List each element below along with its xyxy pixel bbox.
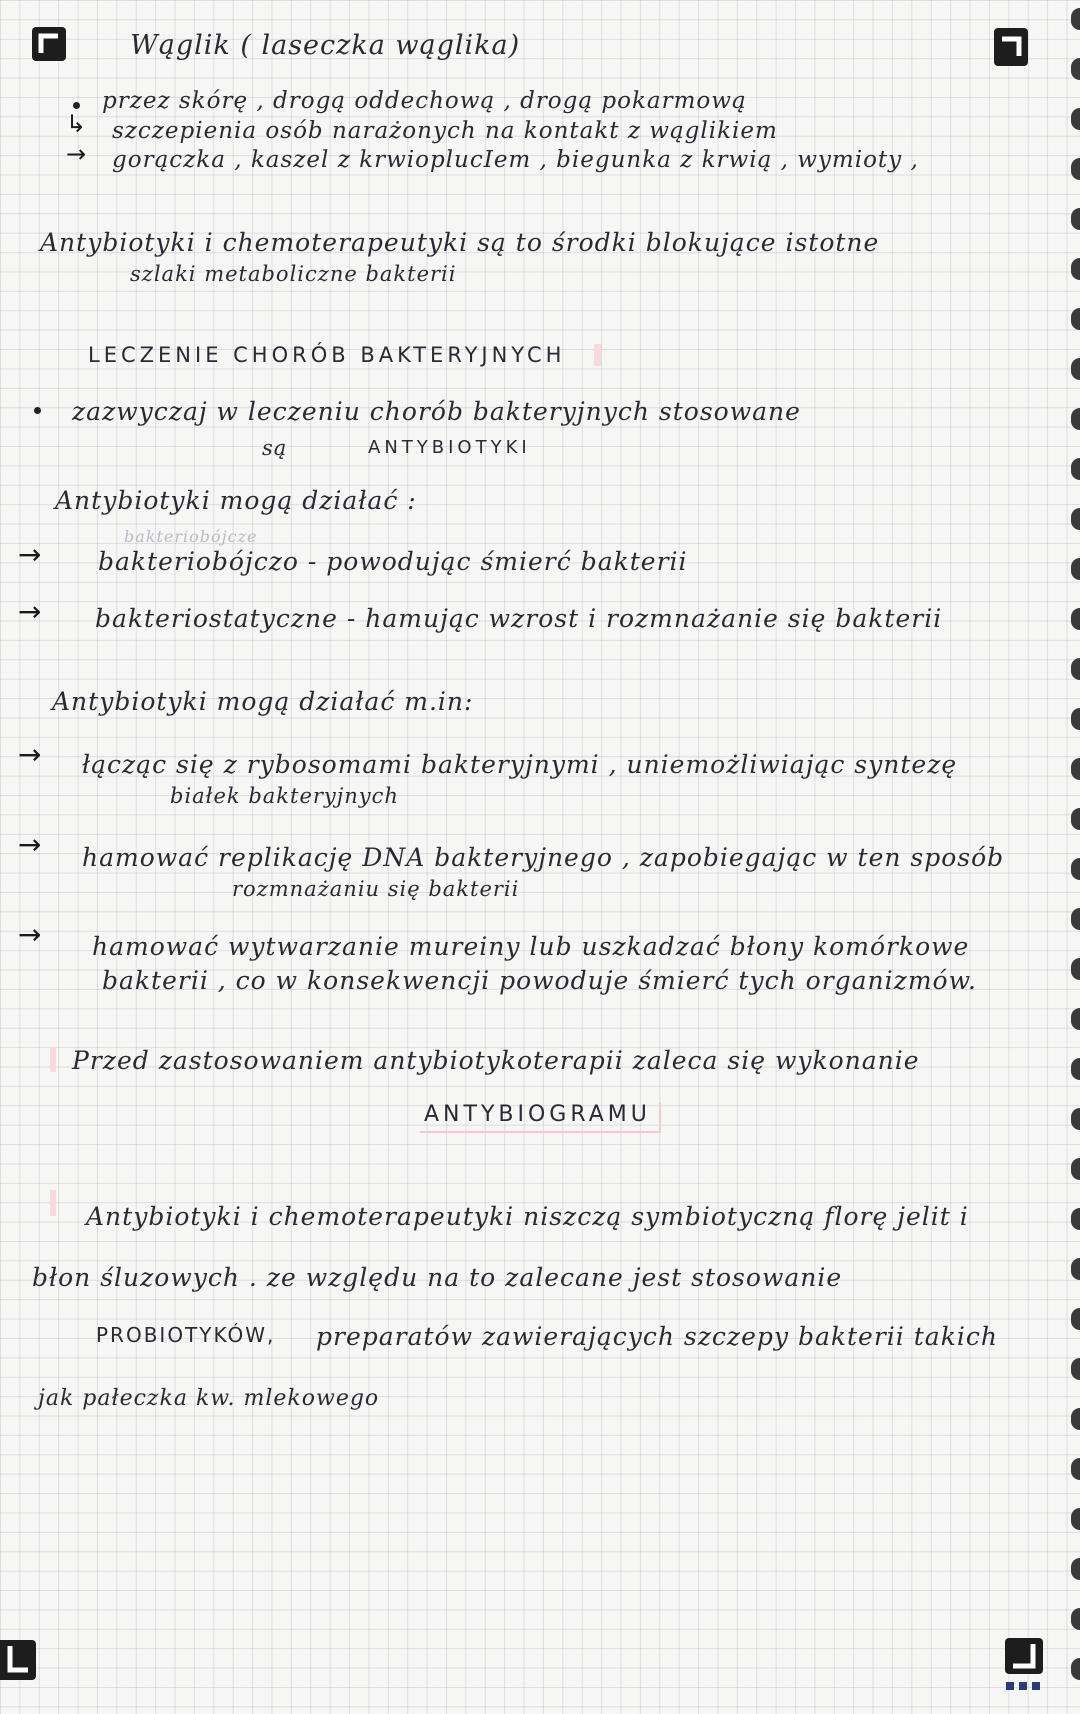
treatment-line: są [262, 436, 288, 460]
probiotics-line: błon śluzowych . ze względu na to zalecane jest stosowanie [32, 1263, 843, 1292]
binding-hole [1071, 858, 1080, 880]
binding-hole [1071, 1008, 1080, 1030]
binding-hole [1071, 1308, 1080, 1330]
binding-hole [1071, 58, 1080, 80]
arrow-right-icon: → [18, 595, 42, 628]
binding-hole [1071, 758, 1080, 780]
highlight-mark [50, 1048, 56, 1072]
mechanism-item: hamować replikację DNA bakteryjnego , zapobiegając w ten sposób [82, 843, 1005, 872]
keyword-probiotykow: PROBIOTYKÓW, [96, 1323, 276, 1347]
binding-hole [1071, 8, 1080, 30]
transmission-line: przez skórę , drogą oddechową , drogą pokarmową [102, 88, 747, 114]
binding-hole [1071, 408, 1080, 430]
probiotics-line: preparatów zawierających szczepy bakterii takich [316, 1322, 998, 1351]
symptoms-line: gorączka , kaszel z krwioplucIem , biegunka z krwią , wymioty , [112, 147, 919, 173]
action-item: bakteriobójczo - powodując śmierć bakterii [98, 547, 688, 576]
corner-mark-icon [32, 27, 66, 61]
binding-hole [1071, 708, 1080, 730]
binding-hole [1071, 1608, 1080, 1630]
highlight-mark [594, 344, 601, 366]
mechanism-item: hamować wytwarzanie mureiny lub uszkadzać błony komórkowe [92, 932, 970, 961]
arrow-right-icon: → [18, 918, 42, 951]
action-intro: Antybiotyki mogą działać : [55, 486, 417, 515]
binding-hole [1071, 1158, 1080, 1180]
definition-line: Antybiotyki i chemoterapeutyki są to środki blokujące istotne [40, 228, 880, 257]
mechanism-item: białek bakteryjnych [170, 784, 399, 808]
binding-hole [1071, 258, 1080, 280]
binding-hole [1071, 558, 1080, 580]
probiotics-line: jak pałeczka kw. mlekowego [38, 1386, 380, 1411]
binding-hole [1071, 1408, 1080, 1430]
binding-hole [1071, 1108, 1080, 1130]
binding-hole [1071, 958, 1080, 980]
action-item: bakteriostatyczne - hamując wzrost i rozmnażanie się bakterii [95, 604, 943, 633]
antibiogram-line: Przed zastosowaniem antybiotykoterapii zaleca się wykonanie [72, 1046, 920, 1075]
binding-hole [1071, 1258, 1080, 1280]
probiotics-line: Antybiotyki i chemoterapeutyki niszczą symbiotyczną florę jelit i [86, 1202, 969, 1231]
corner-mark-icon [1005, 1638, 1043, 1674]
corner-mark-icon [994, 28, 1028, 66]
binding-hole [1071, 1358, 1080, 1380]
highlight-mark [50, 1190, 56, 1216]
binding-hole [1071, 1508, 1080, 1530]
binding-hole [1071, 1208, 1080, 1230]
mechanism-item: rozmnażaniu się bakterii [232, 877, 520, 901]
binding-hole [1071, 1458, 1080, 1480]
binding-hole [1071, 508, 1080, 530]
binding-hole [1071, 158, 1080, 180]
bullet-dot-icon [73, 102, 80, 109]
keyword-antybiotyki: ANTYBIOTYKI [368, 437, 531, 458]
keyword-antybiogramu: ANTYBIOGRAMU [420, 1102, 661, 1133]
arrow-right-icon: → [18, 738, 42, 771]
prevention-line: szczepienia osób narażonych na kontakt z wąglikiem [112, 118, 778, 144]
mechanism-item: łącząc się z rybosomami bakteryjnymi , uniemożliwiając syntezę [82, 750, 958, 779]
binding-hole [1071, 658, 1080, 680]
binding-hole [1071, 808, 1080, 830]
binding-hole [1071, 108, 1080, 130]
binding-hole [1071, 908, 1080, 930]
binding-hole [1071, 308, 1080, 330]
section-heading: LECZENIE CHORÓB BAKTERYJNYCH [88, 343, 566, 367]
mechanism-item: bakterii , co w konsekwencji powoduje śmierć tych organizmów. [102, 966, 977, 995]
binding-hole [1071, 1658, 1080, 1680]
definition-line: szlaki metaboliczne bakterii [130, 262, 457, 286]
binding-hole [1071, 1058, 1080, 1080]
arrow-right-icon: → [18, 538, 42, 571]
corner-mark-icon [0, 1640, 36, 1680]
binding-hole [1071, 458, 1080, 480]
binding-hole [1071, 358, 1080, 380]
arrow-down-right-icon: ↳ [66, 110, 87, 138]
bullet-dot-icon [34, 407, 41, 414]
arrow-right-icon: → [66, 140, 87, 168]
binding-hole [1071, 1558, 1080, 1580]
treatment-line: zazwyczaj w leczeniu chorób bakteryjnych stosowane [72, 397, 801, 426]
page-title: Wąglik ( laseczka wąglika) [130, 30, 521, 61]
binding-hole [1071, 208, 1080, 230]
binding-hole [1071, 608, 1080, 630]
page-tab-marks [1006, 1682, 1042, 1690]
mechanisms-intro: Antybiotyki mogą działać m.in: [52, 687, 474, 716]
annotation-note: bakteriobójcze [124, 527, 258, 546]
arrow-right-icon: → [18, 828, 42, 861]
